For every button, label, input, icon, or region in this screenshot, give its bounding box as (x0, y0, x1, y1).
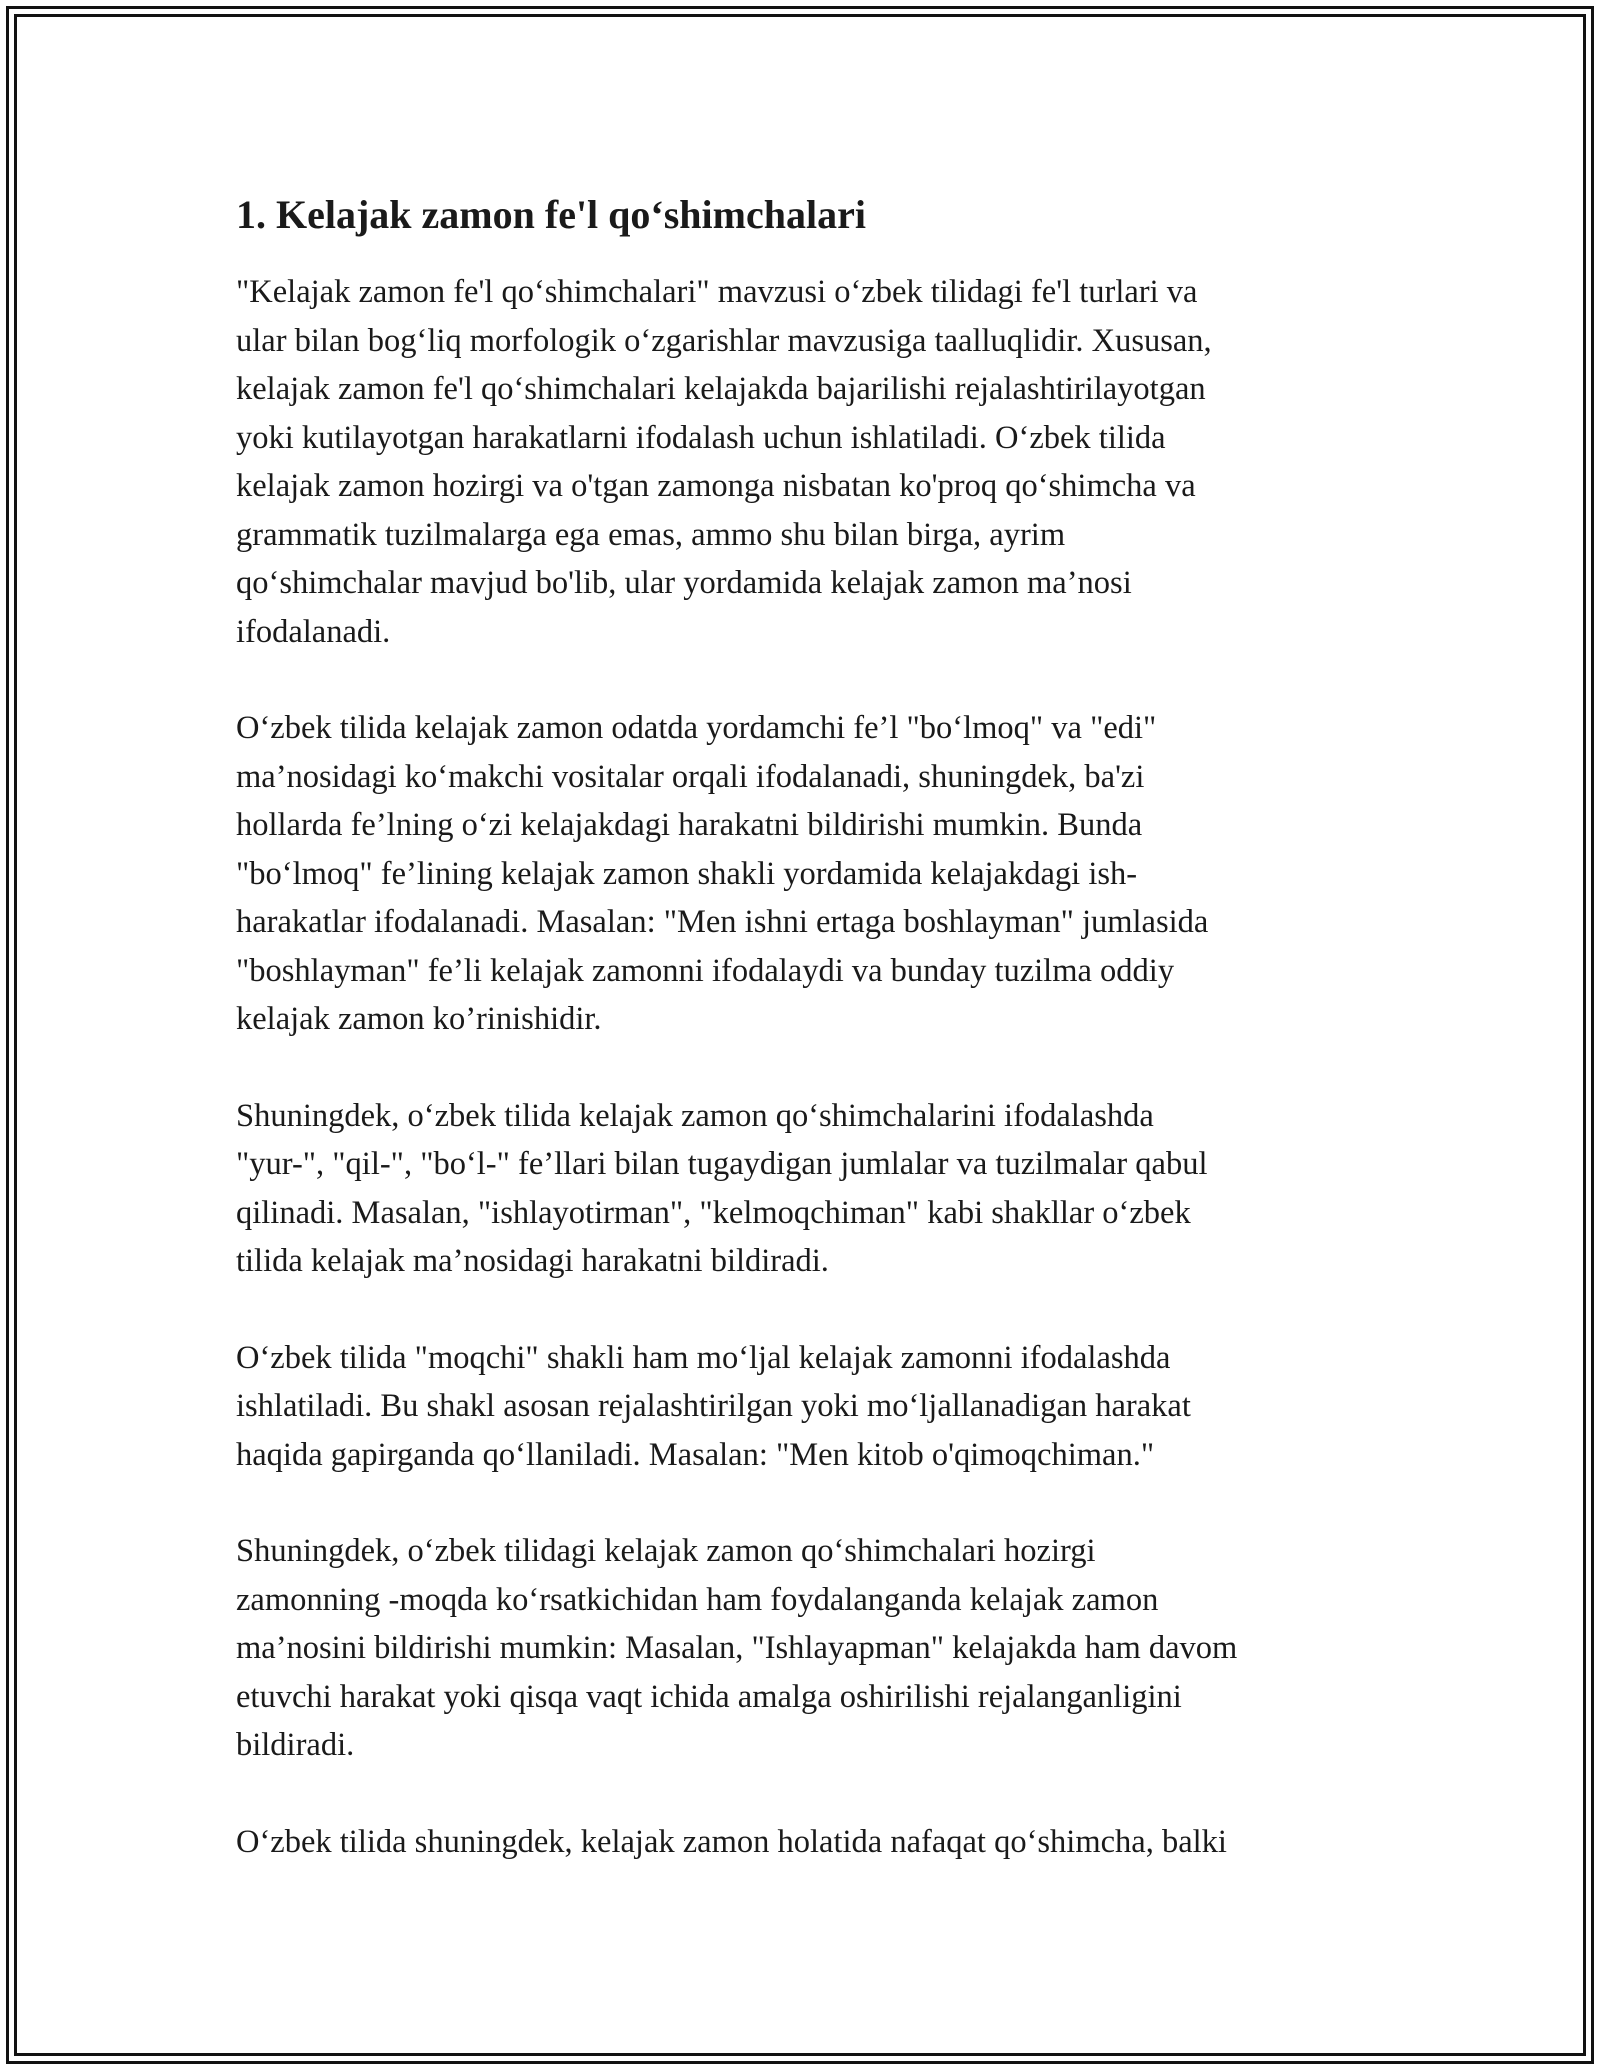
paragraph-4: O‘zbek tilida "moqchi" shakli ham mo‘ljal kelajak zamonni ifodalashda ishlatiladi. Bu shakl asosan rejalashtirilgan yoki mo‘ljallanadigan harakat haqida gapirganda qo‘llaniladi. Masalan: "Men kitob o'qimoqchiman." (236, 1339, 1191, 1473)
page-title: 1. Kelajak zamon fe'l qo‘shimchalari (236, 192, 866, 237)
paragraph-6: O‘zbek tilida shuningdek, kelajak zamon holatida nafaqat qo‘shimcha, balki (236, 1823, 1227, 1860)
paragraph-3: Shuningdek, o‘zbek tilida kelajak zamon qo‘shimchalarini ifodalashda "yur-", "qil-", "bo‘l-" fe’llari bilan tugaydigan jumlalar va tuzilmalar qabul qilinadi. Masalan, "ishlayotirman", "kelmoqchiman" kabi shakllar o‘zbek tilida kelajak ma’nosidagi harakatni bildiradi. (236, 1097, 1208, 1279)
document-body (236, 190, 1386, 1914)
paragraph-1: "Kelajak zamon fe'l qo‘shimchalari" mavzusi o‘zbek tilidagi fe'l turlari va ular bilan bog‘liq morfologik o‘zgarishlar mavzusiga taalluqlidir. Xususan, kelajak zamon fe'l qo‘shimchalari kelajakda bajarilishi rejalashtirilayotgan yoki kutilayotgan harakatlarni ifodalash uchun ishlatiladi. O‘zbek tilida kelajak zamon hozirgi va o'tgan zamonga nisbatan ko'proq qo‘shimcha va grammatik tuzilmalarga ega emas, ammo shu bilan birga, ayrim qo‘shimchalar mavjud bo'lib, ular yordamida kelajak zamon ma’nosi ifodalanadi. (236, 274, 1212, 650)
paragraph-2: O‘zbek tilida kelajak zamon odatda yordamchi fe’l "bo‘lmoq" va "edi" ma’nosidagi ko‘makchi vositalar orqali ifodalanadi, shuningdek, ba'zi hollarda fe’lning o‘zi kelajakdagi harakatni bildirishi mumkin. Bunda "bo‘lmoq" fe’lining kelajak zamon shakli yordamida kelajakdagi ish- harakatlar ifodalanadi. Masalan: "Men ishni ertaga boshlayman" jumlasida "boshlayman" fe’li kelajak zamonni ifodalaydi va bunday tuzilma oddiy kelajak zamon ko’rinishidir. (236, 710, 1209, 1037)
paragraph-5: Shuningdek, o‘zbek tilidagi kelajak zamon qo‘shimchalari hozirgi zamonning -moqda ko‘rsatkichidan ham foydalanganda kelajak zamon ma’nosini bildirishi mumkin: Masalan, "Ishlayapman" kelajakda ham davom etuvchi harakat yoki qisqa vaqt ichida amalga oshirilishi rejalanganligini bildiradi. (236, 1533, 1238, 1763)
